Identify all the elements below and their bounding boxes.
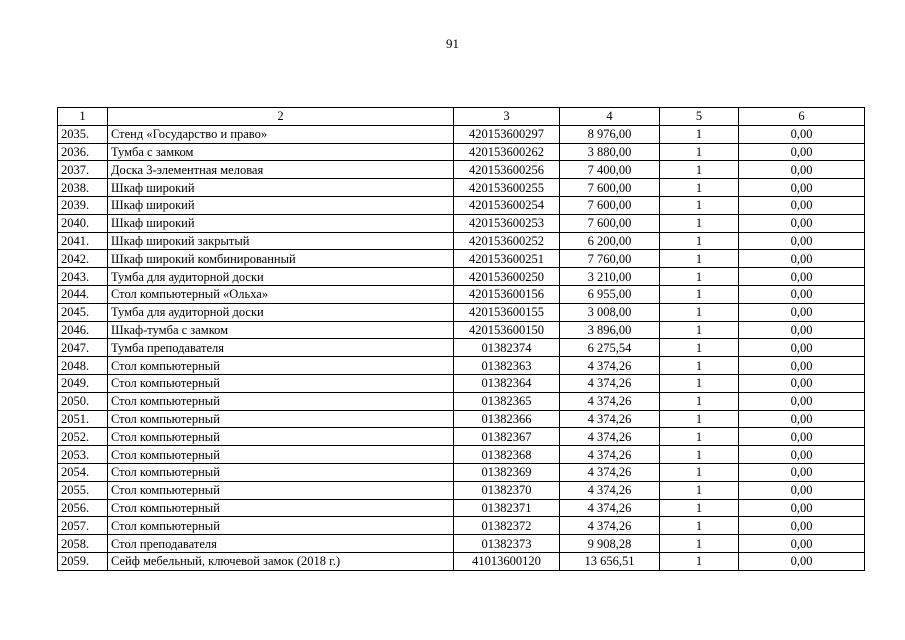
cost-cell: 3 008,00 (560, 303, 660, 321)
cost-cell: 4 374,26 (560, 517, 660, 535)
cost-cell: 3 880,00 (560, 143, 660, 161)
row-number-cell: 2057. (58, 517, 108, 535)
quantity-cell: 1 (660, 232, 739, 250)
row-number-cell: 2036. (58, 143, 108, 161)
cost-cell: 4 374,26 (560, 428, 660, 446)
row-number-cell: 2041. (58, 232, 108, 250)
table-row (58, 446, 865, 464)
table-row (58, 125, 865, 143)
residual-value-cell: 0,00 (739, 481, 865, 499)
item-name-cell: Стол преподавателя (108, 535, 454, 553)
quantity-cell: 1 (660, 321, 739, 339)
table-row (58, 250, 865, 268)
residual-value-cell: 0,00 (739, 143, 865, 161)
cost-cell: 7 400,00 (560, 161, 660, 179)
inventory-number-cell: 420153600252 (454, 232, 560, 250)
cost-cell: 7 600,00 (560, 179, 660, 197)
inventory-number-cell: 420153600156 (454, 285, 560, 303)
table-row (58, 303, 865, 321)
quantity-cell: 1 (660, 250, 739, 268)
item-name-cell: Тумба для аудиторной доски (108, 303, 454, 321)
row-number-cell: 2053. (58, 446, 108, 464)
cost-cell: 4 374,26 (560, 481, 660, 499)
row-number-cell: 2048. (58, 357, 108, 375)
inventory-number-cell: 420153600255 (454, 179, 560, 197)
quantity-cell: 1 (660, 214, 739, 232)
residual-value-cell: 0,00 (739, 463, 865, 481)
table-row (58, 552, 865, 570)
row-number-cell: 2054. (58, 463, 108, 481)
table-row (58, 374, 865, 392)
item-name-cell: Шкаф широкий закрытый (108, 232, 454, 250)
quantity-cell: 1 (660, 535, 739, 553)
residual-value-cell: 0,00 (739, 268, 865, 286)
quantity-cell: 1 (660, 143, 739, 161)
table-header-row (58, 108, 865, 126)
quantity-cell: 1 (660, 339, 739, 357)
item-name-cell: Стол компьютерный (108, 446, 454, 464)
quantity-cell: 1 (660, 374, 739, 392)
inventory-number-cell: 01382364 (454, 374, 560, 392)
inventory-number-cell: 01382371 (454, 499, 560, 517)
residual-value-cell: 0,00 (739, 410, 865, 428)
cost-cell: 13 656,51 (560, 552, 660, 570)
item-name-cell: Стол компьютерный (108, 428, 454, 446)
row-number-cell: 2044. (58, 285, 108, 303)
inventory-number-cell: 01382368 (454, 446, 560, 464)
inventory-number-cell: 420153600251 (454, 250, 560, 268)
cost-cell: 4 374,26 (560, 357, 660, 375)
item-name-cell: Тумба преподавателя (108, 339, 454, 357)
row-number-cell: 2051. (58, 410, 108, 428)
inventory-number-cell: 41013600120 (454, 552, 560, 570)
row-number-cell: 2047. (58, 339, 108, 357)
quantity-cell: 1 (660, 499, 739, 517)
inventory-number-cell: 420153600262 (454, 143, 560, 161)
item-name-cell: Тумба для аудиторной доски (108, 268, 454, 286)
table-row (58, 143, 865, 161)
inventory-number-cell: 01382367 (454, 428, 560, 446)
row-number-cell: 2040. (58, 214, 108, 232)
cost-cell: 3 210,00 (560, 268, 660, 286)
item-name-cell: Шкаф широкий (108, 196, 454, 214)
column-header: 6 (739, 108, 865, 126)
item-name-cell: Тумба с замком (108, 143, 454, 161)
item-name-cell: Стол компьютерный (108, 499, 454, 517)
inventory-number-cell: 420153600150 (454, 321, 560, 339)
inventory-number-cell: 420153600297 (454, 125, 560, 143)
quantity-cell: 1 (660, 161, 739, 179)
table-row (58, 214, 865, 232)
item-name-cell: Стол компьютерный (108, 463, 454, 481)
table-body (58, 125, 865, 570)
table-row (58, 161, 865, 179)
residual-value-cell: 0,00 (739, 196, 865, 214)
inventory-number-cell: 420153600253 (454, 214, 560, 232)
residual-value-cell: 0,00 (739, 552, 865, 570)
residual-value-cell: 0,00 (739, 161, 865, 179)
cost-cell: 6 200,00 (560, 232, 660, 250)
item-name-cell: Шкаф-тумба с замком (108, 321, 454, 339)
row-number-cell: 2058. (58, 535, 108, 553)
inventory-table (57, 107, 865, 571)
column-header: 3 (454, 108, 560, 126)
cost-cell: 4 374,26 (560, 499, 660, 517)
column-header: 4 (560, 108, 660, 126)
residual-value-cell: 0,00 (739, 374, 865, 392)
residual-value-cell: 0,00 (739, 125, 865, 143)
quantity-cell: 1 (660, 303, 739, 321)
row-number-cell: 2050. (58, 392, 108, 410)
quantity-cell: 1 (660, 357, 739, 375)
cost-cell: 6 275,54 (560, 339, 660, 357)
cost-cell: 4 374,26 (560, 392, 660, 410)
inventory-number-cell: 01382372 (454, 517, 560, 535)
residual-value-cell: 0,00 (739, 250, 865, 268)
cost-cell: 3 896,00 (560, 321, 660, 339)
inventory-number-cell: 420153600250 (454, 268, 560, 286)
row-number-cell: 2043. (58, 268, 108, 286)
quantity-cell: 1 (660, 125, 739, 143)
item-name-cell: Шкаф широкий комбинированный (108, 250, 454, 268)
residual-value-cell: 0,00 (739, 339, 865, 357)
residual-value-cell: 0,00 (739, 428, 865, 446)
residual-value-cell: 0,00 (739, 535, 865, 553)
table-row (58, 321, 865, 339)
quantity-cell: 1 (660, 517, 739, 535)
table-row (58, 481, 865, 499)
inventory-number-cell: 01382370 (454, 481, 560, 499)
row-number-cell: 2049. (58, 374, 108, 392)
cost-cell: 4 374,26 (560, 374, 660, 392)
item-name-cell: Стол компьютерный (108, 410, 454, 428)
cost-cell: 8 976,00 (560, 125, 660, 143)
quantity-cell: 1 (660, 285, 739, 303)
quantity-cell: 1 (660, 392, 739, 410)
inventory-number-cell: 01382365 (454, 392, 560, 410)
table-row (58, 268, 865, 286)
residual-value-cell: 0,00 (739, 179, 865, 197)
residual-value-cell: 0,00 (739, 303, 865, 321)
quantity-cell: 1 (660, 428, 739, 446)
table-row (58, 410, 865, 428)
table-row (58, 499, 865, 517)
cost-cell: 9 908,28 (560, 535, 660, 553)
row-number-cell: 2042. (58, 250, 108, 268)
table-row (58, 517, 865, 535)
cost-cell: 7 600,00 (560, 196, 660, 214)
item-name-cell: Стол компьютерный (108, 517, 454, 535)
row-number-cell: 2037. (58, 161, 108, 179)
table-row (58, 357, 865, 375)
residual-value-cell: 0,00 (739, 446, 865, 464)
item-name-cell: Стол компьютерный (108, 357, 454, 375)
item-name-cell: Шкаф широкий (108, 214, 454, 232)
table-row (58, 196, 865, 214)
residual-value-cell: 0,00 (739, 499, 865, 517)
table-row (58, 428, 865, 446)
item-name-cell: Стол компьютерный (108, 392, 454, 410)
residual-value-cell: 0,00 (739, 517, 865, 535)
column-header: 5 (660, 108, 739, 126)
cost-cell: 7 600,00 (560, 214, 660, 232)
table-row (58, 179, 865, 197)
residual-value-cell: 0,00 (739, 232, 865, 250)
table-row (58, 535, 865, 553)
row-number-cell: 2046. (58, 321, 108, 339)
cost-cell: 4 374,26 (560, 446, 660, 464)
quantity-cell: 1 (660, 481, 739, 499)
inventory-number-cell: 01382366 (454, 410, 560, 428)
row-number-cell: 2056. (58, 499, 108, 517)
residual-value-cell: 0,00 (739, 392, 865, 410)
item-name-cell: Стол компьютерный (108, 374, 454, 392)
row-number-cell: 2039. (58, 196, 108, 214)
cost-cell: 4 374,26 (560, 410, 660, 428)
quantity-cell: 1 (660, 463, 739, 481)
quantity-cell: 1 (660, 268, 739, 286)
table-row (58, 232, 865, 250)
row-number-cell: 2059. (58, 552, 108, 570)
column-header: 1 (58, 108, 108, 126)
residual-value-cell: 0,00 (739, 285, 865, 303)
quantity-cell: 1 (660, 446, 739, 464)
quantity-cell: 1 (660, 196, 739, 214)
item-name-cell: Стол компьютерный «Ольха» (108, 285, 454, 303)
item-name-cell: Стол компьютерный (108, 481, 454, 499)
row-number-cell: 2052. (58, 428, 108, 446)
residual-value-cell: 0,00 (739, 214, 865, 232)
row-number-cell: 2045. (58, 303, 108, 321)
row-number-cell: 2038. (58, 179, 108, 197)
inventory-number-cell: 01382369 (454, 463, 560, 481)
inventory-number-cell: 420153600155 (454, 303, 560, 321)
item-name-cell: Шкаф широкий (108, 179, 454, 197)
item-name-cell: Доска 3-элементная меловая (108, 161, 454, 179)
table-row (58, 392, 865, 410)
table-row (58, 339, 865, 357)
inventory-number-cell: 01382373 (454, 535, 560, 553)
item-name-cell: Стенд «Государство и право» (108, 125, 454, 143)
column-header: 2 (108, 108, 454, 126)
inventory-number-cell: 420153600256 (454, 161, 560, 179)
residual-value-cell: 0,00 (739, 357, 865, 375)
row-number-cell: 2055. (58, 481, 108, 499)
inventory-number-cell: 01382363 (454, 357, 560, 375)
cost-cell: 4 374,26 (560, 463, 660, 481)
row-number-cell: 2035. (58, 125, 108, 143)
table-row (58, 285, 865, 303)
quantity-cell: 1 (660, 179, 739, 197)
inventory-number-cell: 420153600254 (454, 196, 560, 214)
cost-cell: 6 955,00 (560, 285, 660, 303)
residual-value-cell: 0,00 (739, 321, 865, 339)
quantity-cell: 1 (660, 410, 739, 428)
table-row (58, 463, 865, 481)
quantity-cell: 1 (660, 552, 739, 570)
page-number: 91 (446, 36, 459, 51)
cost-cell: 7 760,00 (560, 250, 660, 268)
inventory-number-cell: 01382374 (454, 339, 560, 357)
item-name-cell: Сейф мебельный, ключевой замок (2018 г.) (108, 552, 454, 570)
